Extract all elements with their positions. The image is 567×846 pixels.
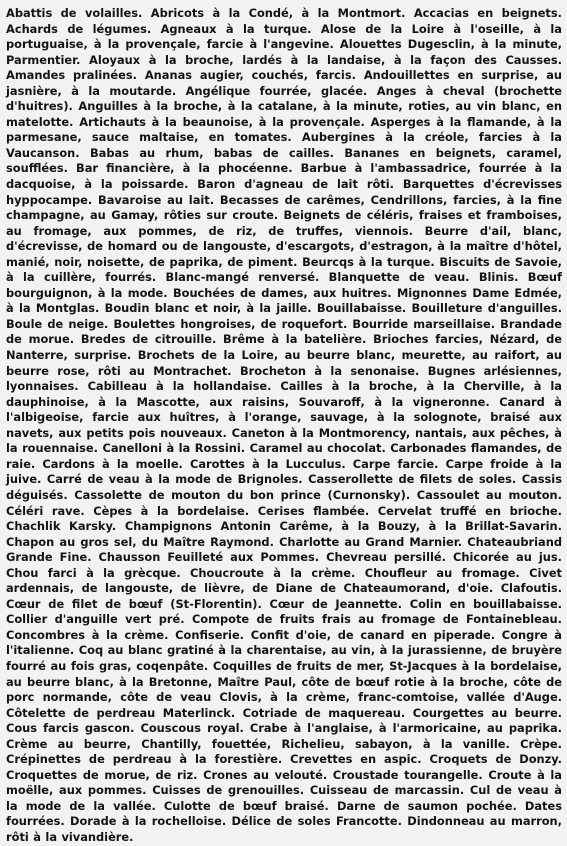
- recipe-index-text-block: [6, 6, 562, 846]
- recipe-index-paragraph: Abattis de volailles. Abricots à la Condé, à la Montmort. Accacias en beignets. Achards de légumes. Agneaux à la turque. Alose de la Loire à l'oseille, à la portuguaise, à la provençale, farcie à l'angevine. Alouettes Dugesclin, à la minute, Parmentier. Aloyaux à la broche, lardés à la landaise, à la façon des Causses. Amandes pralinées. Ananas augier, couchés, farcis. Andouillettes en surprise, au jasnière, à la moutarde. Angélique fourrée, glacée. Anges à cheval (brochette d'huitres). Anguilles à la broche, à la catalane, à la minute, roties, au vin blanc, en matelotte. Artichauts à la beaunoise, à la provençale. Asperges à la flamande, à la parmesane, sauce maltaise, en tomates. Aubergines à la créole, farcies à la Vaucanson. Babas au rhum, babas de cailles. Bananes en beignets, caramel, soufflées. Bar financière, à la phocéenne. Barbue à l'ambassadrice, fourrée à la dacquoise, à la poissarde. Baron d'agneau de lait rôti. Barquettes d'écrevisses hyppocampe. Bavaroise au lait. Becasses de carêmes, Cendrillons, farcies, à la fine champagne, au Gamay, rôties sur croute. Beignets de céléris, fraises et framboises, au fromage, aux pommes, de riz, de truffes, viennois. Beurre d'ail, blanc, d'écrevisse, de homard ou de langouste, d'escargots, d'estragon, à la maître d'hôtel, manié, noir, noisette, de paprika, de piment. Beurcqs à la turque. Biscuits de Savoie, à la cuillère, fourrés. Blanc-mangé renversé. Blanquette de veau. Blinis. Bœuf bourguignon, à la mode. Bouchées de dames, aux huitres. Mignonnes Dame Edmée, à la Montglas. Boudin blanc et noir, à la jaille. Bouillabaisse. Bouilleture d'anguilles. Boule de neige. Boulettes hongroises, de roquefort. Bourride marseillaise. Brandade de morue. Bredes de citrouille. Brême à la batelière. Brioches farcies, Nézard, de Nanterre, surprise. Brochets de la Loire, au beurre blanc, meurette, au raifort, au beurre rose, rôti au Montrachet. Brocheton à la senonaise. Bugnes arlésiennes, lyonnaises. Cabilleau à la hollandaise. Cailles à la broche, à la Cherville, à la dauphinoise, à la Mascotte, aux raisins, Souvaroff, à la vigneronne. Canard à l'albigeoise, farcie aux huîtres, à l'orange, sauvage, à la solognote, braisé aux navets, aux petits pois nouveaux. Caneton à la Montmorency, nantais, aux pêches, à la rouennaise. Canelloni à la Rossini. Caramel au chocolat. Carbonades flamandes, de raie. Cardons à la moelle. Carottes à la Lucculus. Carpe farcie. Carpe froide à la juive. Carré de veau à la mode de Brignoles. Casserollette de filets de soles. Cassis déguisés. Cassolette de mouton du bon prince (Curnonsky). Cassoulet au mouton. Céléri rave. Cèpes à la bordelaise. Cerises flambée. Cervelat truffé en brioche. Chachlik Karsky. Champignons Antonin Carême, à la Bouzy, à la Brillat-Savarin. Chapon au gros sel, du Maître Raymond. Charlotte au Grand Marnier. Chateaubriand Grande Fine. Chausson Feuilleté aux Pommes. Chevreau persillé. Chicorée au jus. Chou farci à la grècque. Choucroute à la crème. Choufleur au fromage. Civet ardennais, de langouste, de lièvre, de Diane de Chateaumorand, d'oie. Clafoutis. Cœur de filet de bœuf (St-Florentin). Cœur de Jeannette. Colin en bouillabaisse. Collier d'anguille vert pré. Compote de fruits frais au fromage de Fontainebleau. Concombres à la crème. Confiserie. Confit d'oie, de canard en piperade. Congre à l'italienne. Coq au blanc gratiné à la charentaise, au vin, à la jurassienne, de bruyère fourré au fois gras, coqenpâte. Coquilles de fruits de mer, St-Jacques à la bordelaise, au beurre blanc, à la Bretonne, Maître Paul, côte de bœuf rotie à la broche, côte de porc normande, côte de veau Clovis, à la crème, franc-comtoise, vallée d'Auge. Côtelette de perdreau Materlinck. Cotriade de maquereau. Courgettes au beurre. Cous farcis gascon. Couscous royal. Crabe à l'anglaise, à l'armoricaine, au paprika. Crème au beurre, Chantilly, fouettée, Richelieu, sabayon, à la vanille. Crèpe. Crépinettes de perdreau à la forestière. Crevettes en aspic. Croquets de Donzy. Croquettes de morue, de riz. Crones au velouté. Croustade tourangelle. Croute à la moëlle, aux pommes. Cuisses de grenouilles. Cuisseau de marcassin. Cul de veau à la mode de la vallée. Culotte de bœuf braisé. Darne de saumon pochée. Dates fourrées. Dorade à la rochelloise. Délice de soles Francotte. Dindonneau au marron, rôti à la vivandière.: [6, 6, 562, 844]
